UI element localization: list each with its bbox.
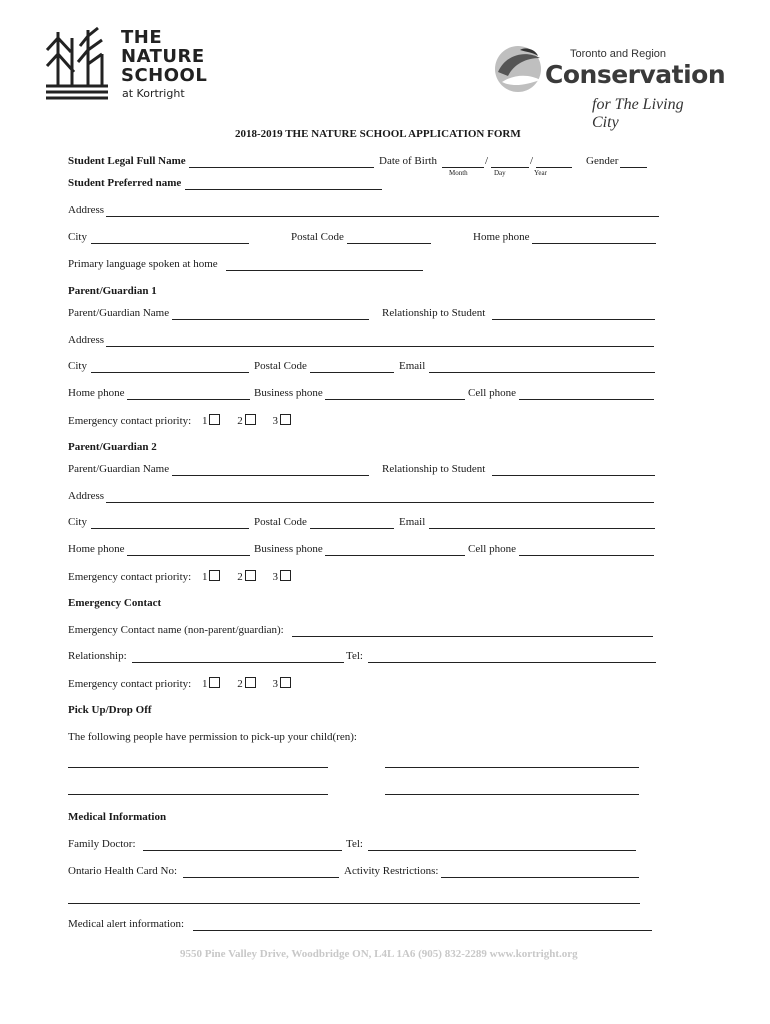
- pg1-business-phone-label: Business phone: [254, 387, 323, 399]
- pg2-priority-3-label: 3: [272, 571, 278, 583]
- dob-slash-1: /: [485, 155, 489, 167]
- pg1-heading: Parent/Guardian 1: [68, 285, 157, 297]
- health-card-field[interactable]: [183, 877, 339, 878]
- emergency-name-field[interactable]: [292, 636, 653, 637]
- student-postal-label: Postal Code: [291, 231, 344, 243]
- pg2-address-label: Address: [68, 490, 105, 502]
- pg1-priority-3-label: 3: [272, 415, 278, 427]
- pg1-home-phone-label: Home phone: [68, 387, 125, 399]
- pg1-city-label: City: [68, 360, 87, 372]
- pg2-relationship-label: Relationship to Student: [382, 463, 486, 475]
- emergency-priority-2-label: 2: [237, 678, 243, 690]
- emergency-priority-2-checkbox[interactable]: [245, 677, 256, 688]
- pg2-cell-phone-field[interactable]: [519, 555, 654, 556]
- family-doctor-field[interactable]: [143, 850, 342, 851]
- trca-swirl-icon: [492, 44, 544, 94]
- form-title: 2018-2019 THE NATURE SCHOOL APPLICATION FORM: [235, 128, 521, 140]
- pg1-relationship-label: Relationship to Student: [382, 307, 486, 319]
- pg1-name-label: Parent/Guardian Name: [68, 307, 170, 319]
- student-preferred-name-label: Student Preferred name: [68, 177, 182, 189]
- emergency-heading: Emergency Contact: [68, 597, 162, 609]
- pg1-priority-row: [68, 414, 291, 428]
- pg2-priority-row: [68, 570, 291, 584]
- doctor-tel-label: Tel:: [346, 838, 363, 850]
- trca-small-text: Toronto and Region: [570, 48, 667, 60]
- pg2-email-field[interactable]: [429, 528, 655, 529]
- gender-label: Gender: [586, 155, 619, 167]
- pg1-priority-3-checkbox[interactable]: [280, 414, 291, 425]
- student-city-label: City: [68, 231, 87, 243]
- logo-line-nature: NATURE: [121, 46, 205, 67]
- dob-month-field[interactable]: [442, 167, 484, 168]
- dob-label: Date of Birth: [379, 155, 438, 167]
- pickup-heading: Pick Up/Drop Off: [68, 704, 152, 716]
- emergency-tel-label: Tel:: [346, 650, 363, 662]
- language-field[interactable]: [226, 270, 423, 271]
- emergency-priority-1-checkbox[interactable]: [209, 677, 220, 688]
- emergency-relationship-label: Relationship:: [68, 650, 127, 662]
- pickup-person-4-field[interactable]: [385, 794, 639, 795]
- pg1-address-field[interactable]: [106, 346, 654, 347]
- pg2-email-label: Email: [399, 516, 426, 528]
- pg2-city-label: City: [68, 516, 87, 528]
- pg2-cell-phone-label: Cell phone: [468, 543, 516, 555]
- student-address-label: Address: [68, 204, 105, 216]
- pg1-priority-2-checkbox[interactable]: [245, 414, 256, 425]
- pg2-name-label: Parent/Guardian Name: [68, 463, 170, 475]
- student-home-phone-label: Home phone: [473, 231, 530, 243]
- dob-year-field[interactable]: [536, 167, 572, 168]
- pg2-relationship-field[interactable]: [492, 475, 655, 476]
- pg1-postal-label: Postal Code: [254, 360, 307, 372]
- pg1-home-phone-field[interactable]: [127, 399, 250, 400]
- dob-month-hint: Month: [449, 169, 468, 177]
- pg2-home-phone-field[interactable]: [127, 555, 250, 556]
- student-preferred-name-field[interactable]: [185, 189, 382, 190]
- pg2-address-field[interactable]: [106, 502, 654, 503]
- activity-restrictions-extra-line[interactable]: [68, 903, 640, 904]
- family-doctor-label: Family Doctor:: [68, 838, 136, 850]
- pickup-person-1-field[interactable]: [68, 767, 328, 768]
- pg2-priority-label: Emergency contact priority:: [68, 571, 192, 583]
- pg2-postal-field[interactable]: [310, 528, 394, 529]
- medical-alert-label: Medical alert information:: [68, 918, 185, 930]
- logo-line-the: THE: [121, 27, 163, 48]
- nature-school-logo: [44, 24, 214, 104]
- pickup-text: The following people have permission to pick-up your child(ren):: [68, 731, 357, 743]
- emergency-priority-row: [68, 677, 291, 691]
- pg1-email-label: Email: [399, 360, 426, 372]
- pg2-priority-2-label: 2: [237, 571, 243, 583]
- emergency-priority-3-checkbox[interactable]: [280, 677, 291, 688]
- student-home-phone-field[interactable]: [532, 243, 656, 244]
- pg2-priority-2-checkbox[interactable]: [245, 570, 256, 581]
- student-postal-field[interactable]: [347, 243, 431, 244]
- pg1-email-field[interactable]: [429, 372, 655, 373]
- pg1-cell-phone-label: Cell phone: [468, 387, 516, 399]
- dob-day-field[interactable]: [491, 167, 529, 168]
- dob-year-hint: Year: [534, 169, 547, 177]
- trca-logo: [492, 42, 726, 131]
- pickup-person-2-field[interactable]: [385, 767, 639, 768]
- pg1-priority-2-label: 2: [237, 415, 243, 427]
- dob-slash-2: /: [530, 155, 534, 167]
- pg2-home-phone-label: Home phone: [68, 543, 125, 555]
- emergency-relationship-field[interactable]: [132, 662, 344, 663]
- pg1-relationship-field[interactable]: [492, 319, 655, 320]
- student-legal-name-field[interactable]: [189, 167, 374, 168]
- activity-restrictions-field[interactable]: [441, 877, 639, 878]
- pg1-city-field[interactable]: [91, 372, 249, 373]
- pg1-address-label: Address: [68, 334, 105, 346]
- student-city-field[interactable]: [91, 243, 249, 244]
- logo-line-kortright: at Kortright: [122, 87, 185, 100]
- language-label: Primary language spoken at home: [68, 258, 218, 270]
- pg1-business-phone-field[interactable]: [325, 399, 465, 400]
- pg2-heading: Parent/Guardian 2: [68, 441, 157, 453]
- pg2-postal-label: Postal Code: [254, 516, 307, 528]
- emergency-priority-1-label: 1: [201, 678, 208, 690]
- logo-line-school: SCHOOL: [121, 65, 208, 86]
- pg2-name-field[interactable]: [172, 475, 369, 476]
- pg2-business-phone-label: Business phone: [254, 543, 323, 555]
- pg1-name-field[interactable]: [172, 319, 369, 320]
- student-legal-name-label: Student Legal Full Name: [68, 155, 186, 167]
- dob-day-hint: Day: [494, 169, 506, 177]
- trca-tagline: for The Living City: [592, 96, 684, 131]
- pg2-priority-3-checkbox[interactable]: [280, 570, 291, 581]
- gender-field[interactable]: [620, 167, 647, 168]
- pg1-cell-phone-field[interactable]: [519, 399, 654, 400]
- pg2-priority-1-checkbox[interactable]: [209, 570, 220, 581]
- pg2-city-field[interactable]: [91, 528, 249, 529]
- pg1-priority-1-label: 1: [201, 415, 208, 427]
- medical-alert-field[interactable]: [193, 930, 652, 931]
- tree-icon: [44, 24, 114, 100]
- activity-restrictions-label: Activity Restrictions:: [344, 865, 439, 877]
- pg2-priority-1-label: 1: [201, 571, 208, 583]
- student-address-field[interactable]: [106, 216, 659, 217]
- pg1-priority-1-checkbox[interactable]: [209, 414, 220, 425]
- footer-address: 9550 Pine Valley Drive, Woodbridge ON, L4L 1A6 (905) 832-2289 www.kortright.org: [180, 948, 578, 960]
- doctor-tel-field[interactable]: [368, 850, 636, 851]
- pickup-person-3-field[interactable]: [68, 794, 328, 795]
- emergency-priority-label: Emergency contact priority:: [68, 678, 192, 690]
- pg1-priority-label: Emergency contact priority:: [68, 415, 192, 427]
- pg1-postal-field[interactable]: [310, 372, 394, 373]
- emergency-name-label: Emergency Contact name (non-parent/guardian):: [68, 624, 284, 636]
- medical-heading: Medical Information: [68, 811, 167, 823]
- health-card-label: Ontario Health Card No:: [68, 865, 178, 877]
- emergency-tel-field[interactable]: [368, 662, 656, 663]
- pg2-business-phone-field[interactable]: [325, 555, 465, 556]
- trca-big-text: Conservation: [545, 60, 726, 89]
- emergency-priority-3-label: 3: [272, 678, 278, 690]
